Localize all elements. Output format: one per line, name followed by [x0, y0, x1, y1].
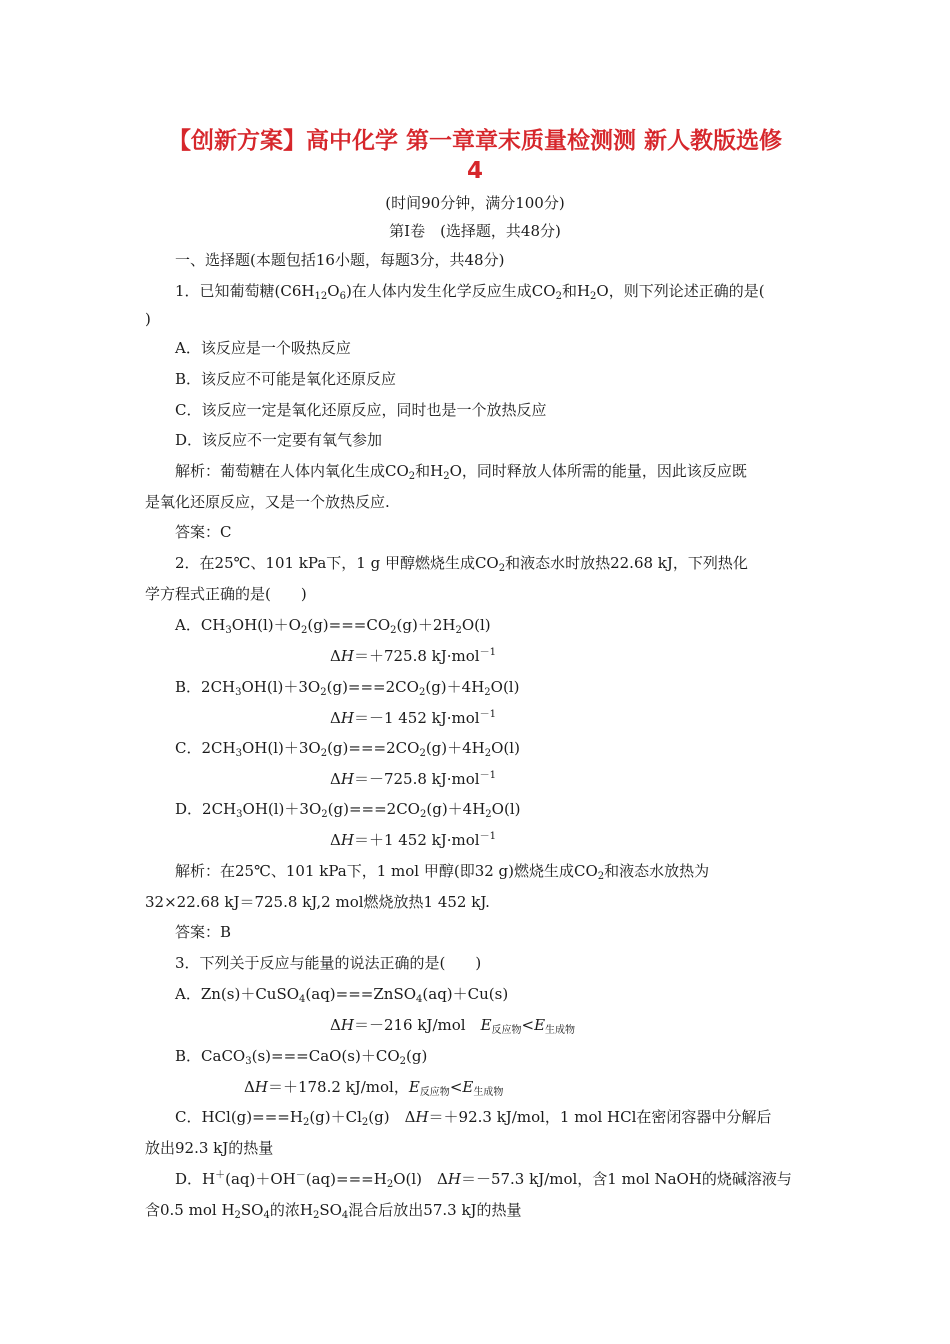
q2-option-a-dh: ΔH＝＋725.8 kJ·mol$^{-1}$: [330, 647, 496, 665]
q2-option-c: C．$2CH_3OH(l)+3O_2(g)===2CO_2(g)+4H_2O(l)$: [175, 739, 520, 759]
q3-option-a: A．Zn(s)＋CuSO$_4$(aq)===ZnSO$_4$(aq)＋Cu(s): [175, 985, 509, 1005]
q3-option-a-dh: ΔH＝－216 kJ/mol $E_{反应物}<E_{生成物}$: [330, 1016, 576, 1036]
q2-option-b-dh: ΔH＝－1 452 kJ·mol$^{-1}$: [330, 709, 496, 727]
q2-option-a: A．$CH_3OH(l)+O_2(g)===CO_2(g)+2H_2O(l)$: [175, 616, 491, 636]
q2-analysis-cont: 32×22.68 kJ＝725.8 kJ,2 mol燃烧放热1 452 kJ.: [145, 893, 490, 911]
q3-option-c-cont: 放出92.3 kJ的热量: [145, 1139, 274, 1157]
part-heading: 第Ⅰ卷 (选择题，共48分): [389, 222, 561, 240]
q2-option-d: D．$2CH_3OH(l)+3O_2(g)===2CO_2(g)+4H_2O(l)$: [175, 800, 521, 820]
exam-time: (时间90分钟，满分100分): [385, 194, 565, 212]
q1-stem-cont: ): [145, 310, 151, 328]
q1-analysis: 解析：葡萄糖在人体内氧化生成$CO_2$和$H_2O$，同时释放人体所需的能量，因此该反应既: [175, 462, 747, 482]
doc-title: 【创新方案】高中化学 第一章章末质量检测测 新人教版选修: [167, 128, 782, 154]
q1-answer: 答案：C: [175, 523, 232, 541]
q1-option-c: C．该反应一定是氧化还原反应，同时也是一个放热反应: [175, 401, 547, 419]
q3-stem: 3．下列关于反应与能量的说法正确的是( ): [175, 954, 482, 972]
q1-stem: 1．已知葡萄糖$(C6H_{12}O_6)$在人体内发生化学反应生成$CO_2$和$H_2O$，则下列论述正确的是(: [175, 282, 765, 302]
q3-option-b: B．$CaCO_3(s)===CaO(s)+CO_2(g)$: [175, 1047, 428, 1067]
q3-option-b-dh: ΔH＝＋178.2 kJ/mol，$E_{反应物}<E_{生成物}$: [244, 1078, 504, 1098]
q2-answer: 答案：B: [175, 923, 232, 941]
doc-title-suffix: 4: [466, 158, 483, 184]
q2-option-d-dh: ΔH＝＋1 452 kJ·mol$^{-1}$: [330, 831, 496, 849]
q2-option-b: B．$2CH_3OH(l)+3O_2(g)===2CO_2(g)+4H_2O(l)$: [175, 678, 520, 698]
q1-option-b: B．该反应不可能是氧化还原反应: [175, 370, 397, 388]
q1-option-a: A．该反应是一个吸热反应: [175, 339, 351, 357]
q3-option-d: D．$H^+(aq)+OH^-(aq)===H_2O(l)$ ΔH＝－57.3 kJ/mol，含1 mol NaOH的烧碱溶液与: [175, 1170, 792, 1190]
q3-option-c: C．$HCl(g)===H_2(g)+Cl_2(g)$ ΔH＝＋92.3 kJ/mol，1 mol HCl在密闭容器中分解后: [175, 1108, 772, 1128]
q2-option-c-dh: ΔH＝－725.8 kJ·mol$^{-1}$: [330, 770, 496, 788]
q1-analysis-cont: 是氧化还原反应，又是一个放热反应.: [145, 493, 390, 511]
q2-stem-cont: 学方程式正确的是( ): [145, 585, 307, 603]
q1-option-d: D．该反应不一定要有氧气参加: [175, 431, 383, 449]
q3-option-d-cont: 含0.5 mol $H_2SO_4$的浓$H_2SO_4$混合后放出57.3 kJ的热量: [145, 1201, 522, 1221]
q2-analysis: 解析：在25℃、101 kPa下，1 mol 甲醇(即32 g)燃烧生成$CO_2$和液态水放热为: [175, 862, 710, 882]
q2-stem: 2．在25℃、101 kPa下，1 g 甲醇燃烧生成$CO_2$和液态水时放热22.68 kJ，下列热化: [175, 554, 748, 574]
section-heading: 一、选择题(本题包括16小题，每题3分，共48分): [175, 251, 505, 269]
